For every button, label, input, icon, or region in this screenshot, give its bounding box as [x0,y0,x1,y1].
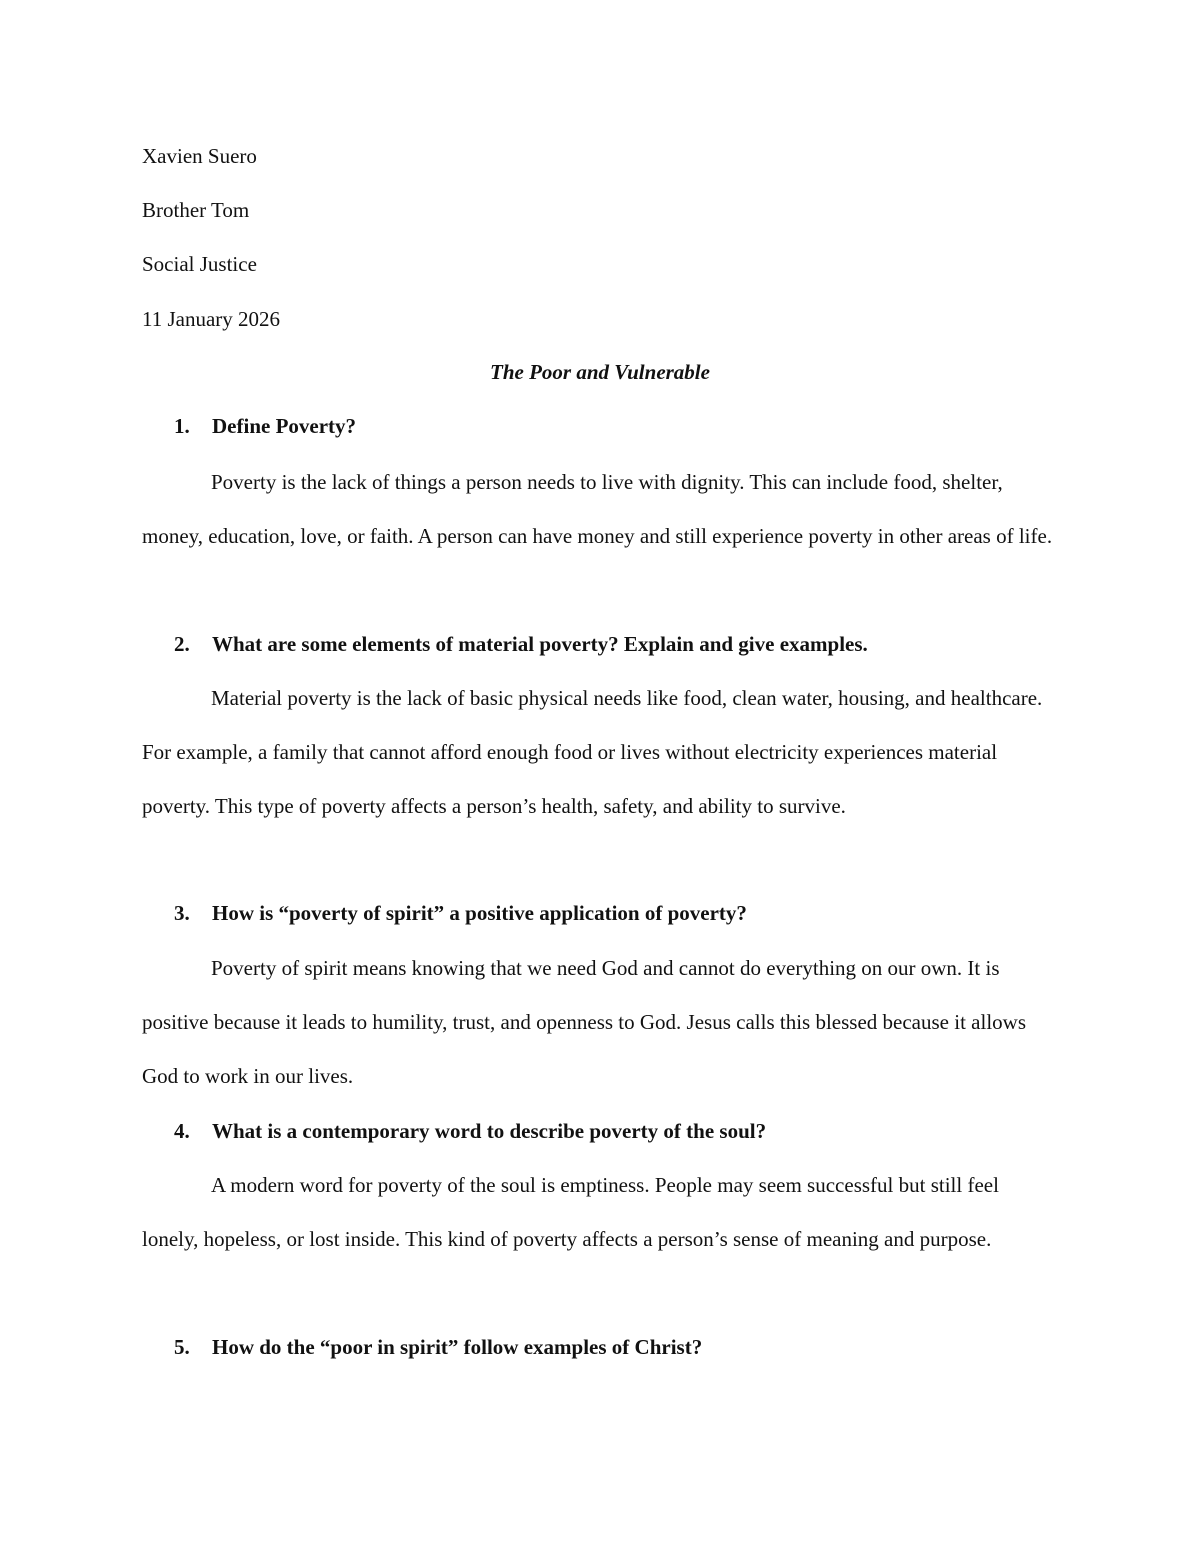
answer-4: A modern word for poverty of the soul is emptiness. People may seem successful but still feel lonely, hopeless, or lost inside. This kind of poverty affects a person’s sense of meaning and purpose. [142,1173,999,1251]
answer-3: Poverty of spirit means knowing that we need God and cannot do everything on our own. It is positive because it leads to humility, trust, and openness to God. Jesus calls this blessed because it allows God to work in our lives. [142,956,1026,1088]
question-number: 5. [174,1335,190,1359]
question-2 [174,631,868,657]
question-text: How is “poverty of spirit” a positive application of poverty? [212,901,747,925]
course-name: Social Justice [142,252,257,276]
question-3 [174,900,747,926]
question-5 [174,1334,702,1360]
question-text: What is a contemporary word to describe poverty of the soul? [212,1119,767,1143]
question-text: What are some elements of material poverty? Explain and give examples. [212,632,868,656]
student-name: Xavien Suero [142,144,257,168]
question-number: 2. [174,632,190,656]
question-number: 1. [174,414,190,438]
question-number: 3. [174,901,190,925]
question-text: How do the “poor in spirit” follow examples of Christ? [212,1335,703,1359]
answer-2: Material poverty is the lack of basic physical needs like food, clean water, housing, and healthcare. For example, a family that cannot afford enough food or lives without electricity experiences material poverty. This type of poverty affects a person’s health, safety, and ability to survive. [142,686,1043,818]
question-number: 4. [174,1119,190,1143]
question-4 [174,1118,766,1144]
instructor-name: Brother Tom [142,198,250,222]
question-1 [174,413,356,439]
document-title: The Poor and Vulnerable [490,360,710,384]
answer-1: Poverty is the lack of things a person needs to live with dignity. This can include food, shelter, money, education, love, or faith. A person can have money and still experience poverty in other areas of life. [142,470,1053,548]
question-text: Define Poverty? [212,414,357,438]
document-date: 11 January 2026 [142,307,281,331]
